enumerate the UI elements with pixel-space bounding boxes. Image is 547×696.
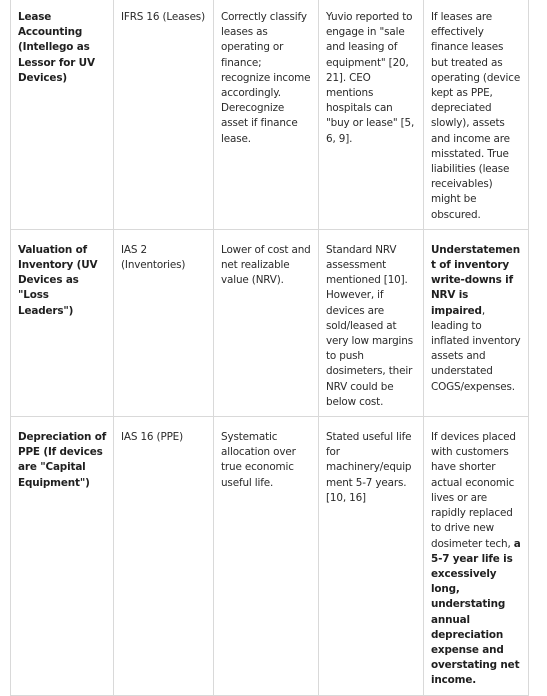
impact-text: If leases are effectively finance leases but treated as operating (device kept as PPE, depreciated slowly), assets and income are misstated. True liabilities (lease receivables) might be obscured.: [431, 11, 521, 221]
impact-text: If devices placed with customers have shorter actual economic lives or are rapidly replaced to drive new dosimeter tech,: [431, 431, 516, 550]
facts-cell: Stated useful life for machinery/equipment 5-7 years.[10, 16]: [319, 417, 424, 695]
facts-cell: Standard NRV assessment mentioned [10]. However, if devices are sold/leased at very low margins to push dosimeters, their NRV could be below cost.: [319, 229, 424, 416]
impact-cell: [424, 0, 529, 229]
impact-text-bold: a 5-7 year life is excessively long, understating annual depreciation expense and overstating net income.: [431, 537, 521, 687]
impact-text: , leading to inflated inventory assets and understated COGS/expenses.: [431, 304, 521, 393]
impact-cell: [424, 417, 529, 695]
table-row: [11, 417, 529, 695]
area-cell: Depreciation of PPE (If devices are "Capital Equipment"): [11, 417, 114, 695]
requirement-cell: Systematic allocation over true economic useful life.: [214, 417, 319, 695]
requirement-cell: Lower of cost and net realizable value (NRV).: [214, 229, 319, 416]
requirement-cell: Correctly classify leases as operating or finance; recognize income accordingly. Derecognize asset if finance lease.: [214, 0, 319, 229]
standard-cell: IFRS 16 (Leases): [114, 0, 214, 229]
table-row: [11, 0, 529, 229]
area-cell: Lease Accounting (Intellego as Lessor for UV Devices): [11, 0, 114, 229]
impact-cell: [424, 229, 529, 416]
analysis-table: [10, 0, 529, 696]
area-cell: Valuation of Inventory (UV Devices as "Loss Leaders"): [11, 229, 114, 416]
standard-cell: IAS 2 (Inventories): [114, 229, 214, 416]
impact-text-bold: Understatement of inventory write-downs if NRV is impaired: [431, 243, 520, 317]
table-row: [11, 229, 529, 416]
facts-cell: Yuvio reported to engage in "sale and leasing of equipment" [20, 21]. CEO mentions hospitals can "buy or lease" [5, 6, 9].: [319, 0, 424, 229]
standard-cell: IAS 16 (PPE): [114, 417, 214, 695]
